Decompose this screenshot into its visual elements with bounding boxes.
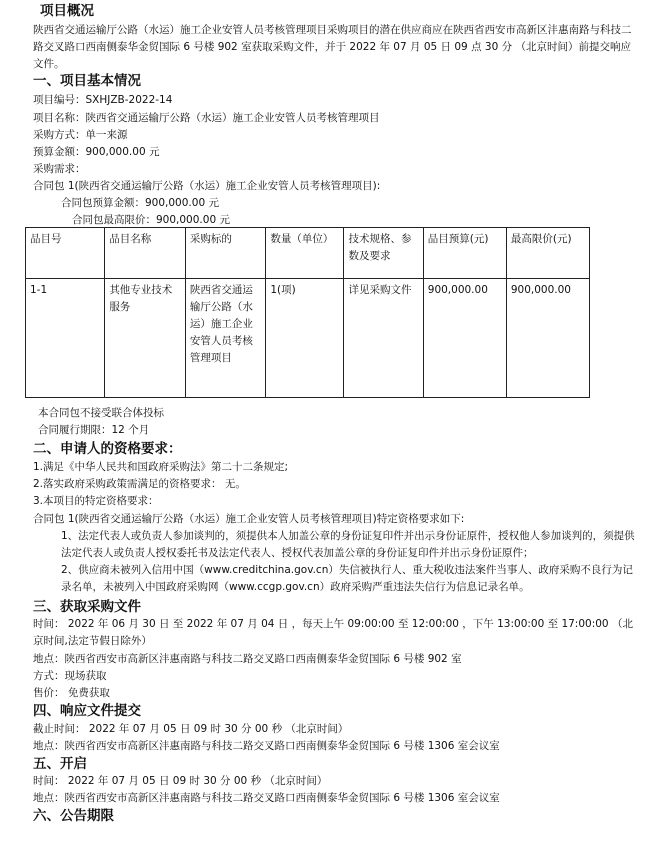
items-table — [25, 227, 590, 398]
opening-place: 地点：陕西省西安市高新区沣惠南路与科技二路交叉路口西南侧泰华金贸国际 6 号楼 1306 室会议室 — [33, 792, 500, 804]
project-number: 项目编号：SXHJZB-2022-14 — [33, 94, 173, 106]
requirement-1: 1、法定代表人或负责人参加谈判的，须提供本人加盖公章的身份证复印件并出示身份证原件，授权他人参加谈判的，须提供法定代表人或负责人授权委托书及法定代表人、授权代表加盖公章的身份证复印件并出示身份证原件； — [61, 530, 635, 559]
section3-heading: 三、获取采购文件 — [33, 599, 141, 615]
contract-package: 合同包 1(陕西省交通运输厅公路（水运）施工企业安管人员考核管理项目): — [33, 180, 381, 192]
package-budget: 合同包预算金额：900,000.00 元 — [61, 197, 219, 209]
section1-heading: 一、项目基本情况 — [33, 73, 141, 89]
table-row — [26, 279, 590, 398]
table-cell: 1-1 — [26, 279, 105, 398]
submission-place: 地点：陕西省西安市高新区沣惠南路与科技二路交叉路口西南侧泰华金贸国际 6 号楼 1306 室会议室 — [33, 740, 500, 752]
qualification-2: 2.落实政府采购政策需满足的资格要求： 无。 — [33, 478, 246, 490]
overview-heading: 项目概况 — [40, 3, 94, 19]
table-cell: 陕西省交通运输厅公路（水运）施工企业安管人员考核管理项目 — [185, 279, 266, 398]
project-name: 项目名称：陕西省交通运输厅公路（水运）施工企业安管人员考核管理项目 — [33, 112, 380, 124]
no-consortium-note: 本合同包不接受联合体投标 — [38, 407, 164, 419]
submission-deadline: 截止时间： 2022 年 07 月 05 日 09 时 30 分 00 秒 （北京时间） — [33, 723, 349, 735]
table-header-row — [26, 228, 590, 279]
table-header-cell: 技术规格、参数及要求 — [344, 228, 423, 279]
section4-heading: 四、响应文件提交 — [33, 703, 141, 719]
table-header-cell: 品目号 — [26, 228, 105, 279]
table-cell: 900,000.00 — [506, 279, 589, 398]
table-cell: 详见采购文件 — [344, 279, 423, 398]
overview-intro: 陕西省交通运输厅公路（水运）施工企业安管人员考核管理项目采购项目的潜在供应商应在陕西省西安市高新区沣惠南路与科技二路交叉路口西南侧泰华金贸国际 6 号楼 902 室获取采购文件，并于 2022 年 07 月 05 日 09 点 30 分 （北京时间）前提交响应文件。 — [33, 24, 632, 70]
procurement-needs: 采购需求： — [33, 163, 86, 175]
table-cell: 1(项) — [266, 279, 344, 398]
table-header-cell: 品目预算(元) — [423, 228, 506, 279]
contract-period: 合同履行期限：12 个月 — [38, 424, 150, 436]
table-cell: 其他专业技术服务 — [105, 279, 186, 398]
opening-time: 时间： 2022 年 07 月 05 日 09 时 30 分 00 秒 （北京时间） — [33, 775, 328, 787]
table-header-cell: 采购标的 — [185, 228, 266, 279]
section2-heading: 二、申请人的资格要求： — [33, 441, 182, 457]
acquisition-way: 方式：现场获取 — [33, 670, 107, 682]
table-header-cell: 品目名称 — [105, 228, 186, 279]
requirement-2: 2、供应商未被列入信用中国（www.creditchina.gov.cn）失信被执行人、重大税收违法案件当事人、政府采购不良行为记录名单，未被列入中国政府采购网（www.ccgp.gov.cn）政府采购严重违法失信行为信息记录名单。 — [61, 564, 633, 593]
table-header-cell: 最高限价(元) — [506, 228, 589, 279]
qualification-3: 3.本项目的特定资格要求： — [33, 495, 159, 507]
acquisition-price: 售价： 免费获取 — [33, 687, 110, 699]
section6-heading: 六、公告期限 — [33, 808, 114, 824]
table-cell: 900,000.00 — [423, 279, 506, 398]
package-specific-requirements: 合同包 1(陕西省交通运输厅公路（水运）施工企业安管人员考核管理项目)特定资格要求如下: — [33, 513, 465, 525]
procurement-method: 采购方式：单一来源 — [33, 129, 128, 141]
qualification-1: 1.满足《中华人民共和国政府采购法》第二十二条规定; — [33, 461, 289, 473]
package-max-price: 合同包最高限价：900,000.00 元 — [72, 214, 230, 226]
acquisition-time: 时间： 2022 年 06 月 30 日 至 2022 年 07 月 04 日 ，每天上午 09:00:00 至 12:00:00 ，下午 13:00:00 至 17:00:00 （北京时间,法定节假日除外） — [33, 618, 633, 647]
budget-amount: 预算金额：900,000.00 元 — [33, 146, 160, 158]
acquisition-place: 地点：陕西省西安市高新区沣惠南路与科技二路交叉路口西南侧泰华金贸国际 6 号楼 902 室 — [33, 653, 462, 665]
section5-heading: 五、开启 — [33, 756, 87, 772]
table-header-cell: 数量（单位） — [266, 228, 344, 279]
